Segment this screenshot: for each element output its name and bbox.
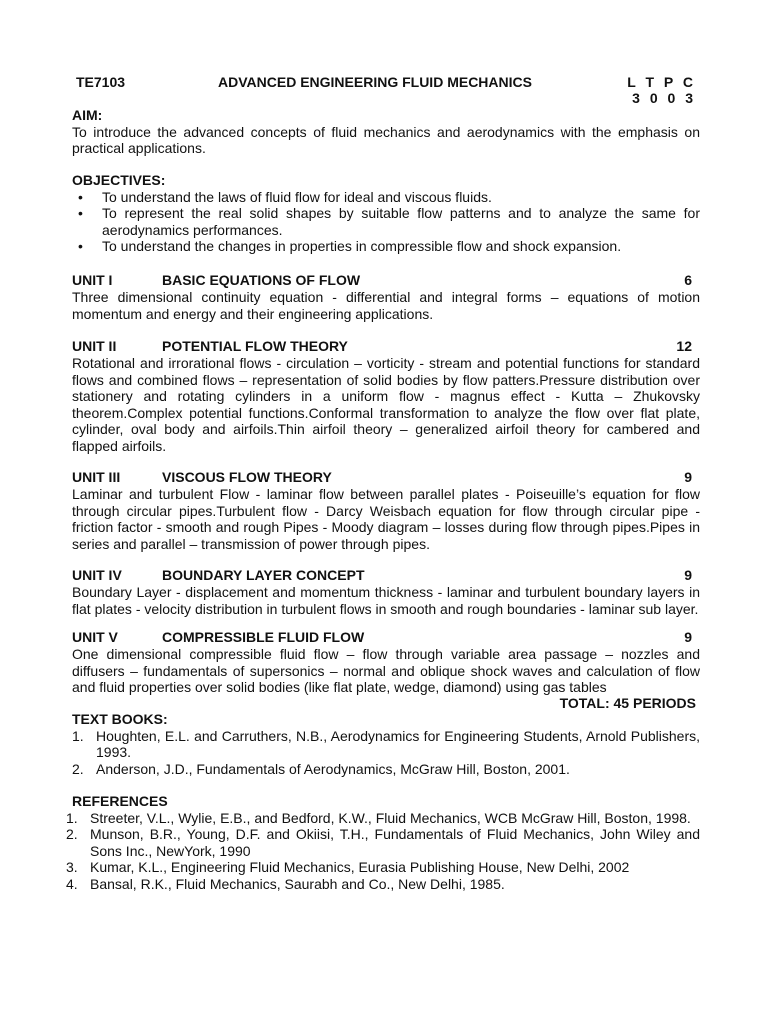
unit-text: Rotational and irrorational flows - circulation – vorticity - stream and potential functions for standard flows and combined flows – representation of solid bodies by flow patters.Pressure distribution over stationery and rotating cylinders in a uniform flow - magnus effect - Kutta – Zhukovsky theorem.Complex potential functions.Conformal transformation to analyze the flow over flat plate, cylinder, oval body and airfoils.Thin airfoil theory – generalized airfoil theory for cambered and flapped airfoils. bbox=[72, 355, 700, 454]
unit-number: UNIT IV bbox=[72, 567, 122, 583]
list-item: 4. Bansal, R.K., Fluid Mechanics, Saurabh and Co., New Delhi, 1985. bbox=[66, 875, 505, 892]
objectives-heading: OBJECTIVES: bbox=[72, 172, 166, 188]
unit-hours: 9 bbox=[684, 629, 692, 645]
list-item: • To understand the laws of fluid flow for ideal and viscous fluids. bbox=[78, 188, 492, 205]
bullet-icon: • bbox=[78, 238, 83, 254]
unit-text: Three dimensional continuity equation - differential and integral forms – equations of motion momentum and energy and their engineering applications. bbox=[72, 289, 700, 322]
unit-hours: 9 bbox=[684, 469, 692, 485]
bullet-icon: • bbox=[78, 188, 83, 205]
text-books-heading: TEXT BOOKS: bbox=[72, 711, 168, 727]
list-item: • To represent the real solid shapes by suitable flow patterns and to analyze the same for aerodynamics performances. bbox=[78, 205, 700, 238]
unit-4 bbox=[72, 567, 700, 617]
unit-number: UNIT II bbox=[72, 338, 117, 354]
unit-3 bbox=[72, 469, 700, 552]
aim-heading: AIM: bbox=[72, 107, 103, 123]
unit-hours: 6 bbox=[684, 272, 692, 288]
text-books-list bbox=[72, 728, 700, 778]
bullet-icon: • bbox=[78, 205, 83, 221]
unit-title: VISCOUS FLOW THEORY bbox=[162, 469, 332, 485]
total-periods: TOTAL: 45 PERIODS bbox=[559, 695, 696, 711]
unit-heading bbox=[72, 567, 700, 584]
ltpc-label: L T P C bbox=[627, 74, 696, 90]
unit-number: UNIT III bbox=[72, 469, 121, 485]
unit-text: One dimensional compressible fluid flow – flow through variable area passage – nozzles and diffusers – fundamentals of supersonics – normal and oblique shock waves and calculation of flow and fluid properties over solid bodies (like flat plate, wedge, diamond) using gas tables bbox=[72, 646, 700, 695]
unit-5 bbox=[72, 629, 700, 696]
unit-2 bbox=[72, 338, 700, 454]
aim-text: To introduce the advanced concepts of fluid mechanics and aerodynamics with the emphasis on practical applications. bbox=[72, 123, 700, 156]
references-list bbox=[66, 810, 700, 893]
objectives-section bbox=[72, 172, 700, 255]
aim-section bbox=[72, 107, 700, 157]
list-item: 1. Streeter, V.L., Wylie, E.B., and Bedford, K.W., Fluid Mechanics, WCB McGraw Hill, Boston, 1998. bbox=[66, 809, 691, 826]
list-item: 2. Anderson, J.D., Fundamentals of Aerodynamics, McGraw Hill, Boston, 2001. bbox=[72, 760, 570, 777]
unit-heading bbox=[72, 629, 700, 646]
text-books-section bbox=[72, 711, 700, 777]
course-code: TE7103 bbox=[76, 74, 126, 90]
unit-text: Boundary Layer - displacement and momentum thickness - laminar and turbulent boundary layers in flat plates - velocity distribution in turbulent flows in smooth and rough boundaries - laminar sub layer. bbox=[72, 584, 700, 617]
list-item: 1. Houghten, E.L. and Carruthers, N.B., Aerodynamics for Engineering Students, Arnold Publishers, 1993. bbox=[72, 727, 700, 760]
objectives-list bbox=[72, 189, 700, 255]
references-heading: REFERENCES bbox=[72, 793, 168, 809]
unit-number: UNIT V bbox=[72, 629, 118, 645]
unit-hours: 12 bbox=[676, 338, 692, 354]
unit-title: BASIC EQUATIONS OF FLOW bbox=[162, 272, 361, 288]
unit-title: POTENTIAL FLOW THEORY bbox=[162, 338, 348, 354]
course-title: ADVANCED ENGINEERING FLUID MECHANICS bbox=[218, 74, 532, 90]
list-item: 2. Munson, B.R., Young, D.F. and Okiisi, T.H., Fundamentals of Fluid Mechanics, John Wiley and Sons Inc., NewYork, 1990 bbox=[66, 826, 700, 859]
unit-heading bbox=[72, 272, 700, 289]
ltpc-values: 3 0 0 3 bbox=[632, 90, 696, 106]
list-item: • To understand the changes in properties in compressible flow and shock expansion. bbox=[78, 238, 622, 254]
unit-hours: 9 bbox=[684, 567, 692, 583]
unit-number: UNIT I bbox=[72, 272, 113, 288]
unit-heading bbox=[72, 469, 700, 486]
unit-text: Laminar and turbulent Flow - laminar flow between parallel plates - Poiseuille’s equation for flow through circular pipes.Turbulent flow - Darcy Weisbach equation for flow through circular pipe - friction factor - smooth and rough Pipes - Moody diagram – losses during flow through pipes.Pipes in series and parallel – transmission of power through pipes. bbox=[72, 486, 700, 552]
references-section bbox=[66, 793, 700, 892]
list-item: 3. Kumar, K.L., Engineering Fluid Mechanics, Eurasia Publishing House, New Delhi, 2002 bbox=[66, 859, 630, 875]
unit-title: BOUNDARY LAYER CONCEPT bbox=[162, 567, 365, 583]
unit-1 bbox=[72, 272, 700, 322]
unit-heading bbox=[72, 338, 700, 355]
unit-title: COMPRESSIBLE FLUID FLOW bbox=[162, 629, 365, 645]
